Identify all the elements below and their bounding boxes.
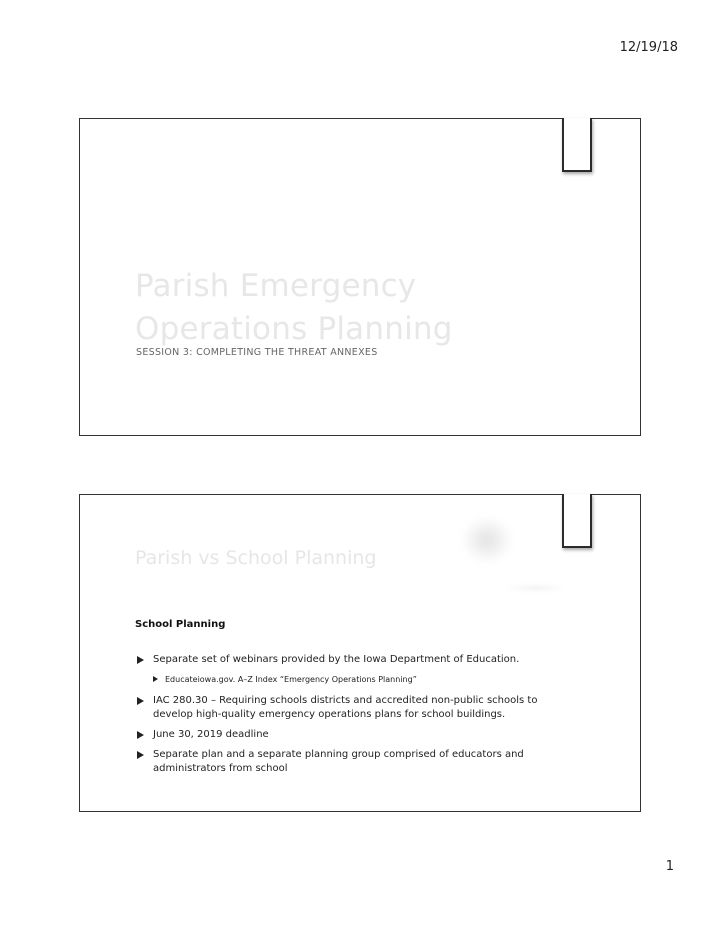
slide-title-line-1: Parish Emergency	[135, 268, 417, 304]
slide-title-line-2: Operations Planning	[135, 311, 453, 347]
bullet-item: Separate plan and a separate planning group comprised of educators and administrators from school	[135, 748, 575, 776]
section-heading: School Planning	[135, 619, 226, 630]
slide-subtitle: SESSION 3: COMPLETING THE THREAT ANNEXES	[136, 347, 378, 358]
page-number: 1	[665, 859, 674, 874]
bullet-item: Separate set of webinars provided by the Iowa Department of Education.	[135, 653, 575, 667]
bullet-list	[135, 653, 575, 782]
bullet-item: IAC 280.30 – Requiring schools districts and accredited non-public schools to develop high-quality emergency operations plans for school buildings.	[135, 694, 575, 722]
sub-bullet-item: Educateiowa.gov. A–Z Index “Emergency Operations Planning”	[151, 673, 575, 687]
blurred-image-artifact	[462, 517, 512, 563]
blurred-image-artifact	[505, 585, 565, 591]
bullet-item: June 30, 2019 deadline	[135, 728, 575, 742]
page-date: 12/19/18	[619, 40, 678, 55]
slide-title: Parish vs School Planning	[135, 547, 377, 569]
slide-tab-decoration	[562, 118, 592, 172]
slide-title	[135, 265, 453, 351]
slide-tab-decoration	[562, 494, 592, 548]
slide-2	[79, 494, 641, 812]
slide-1	[79, 118, 641, 436]
